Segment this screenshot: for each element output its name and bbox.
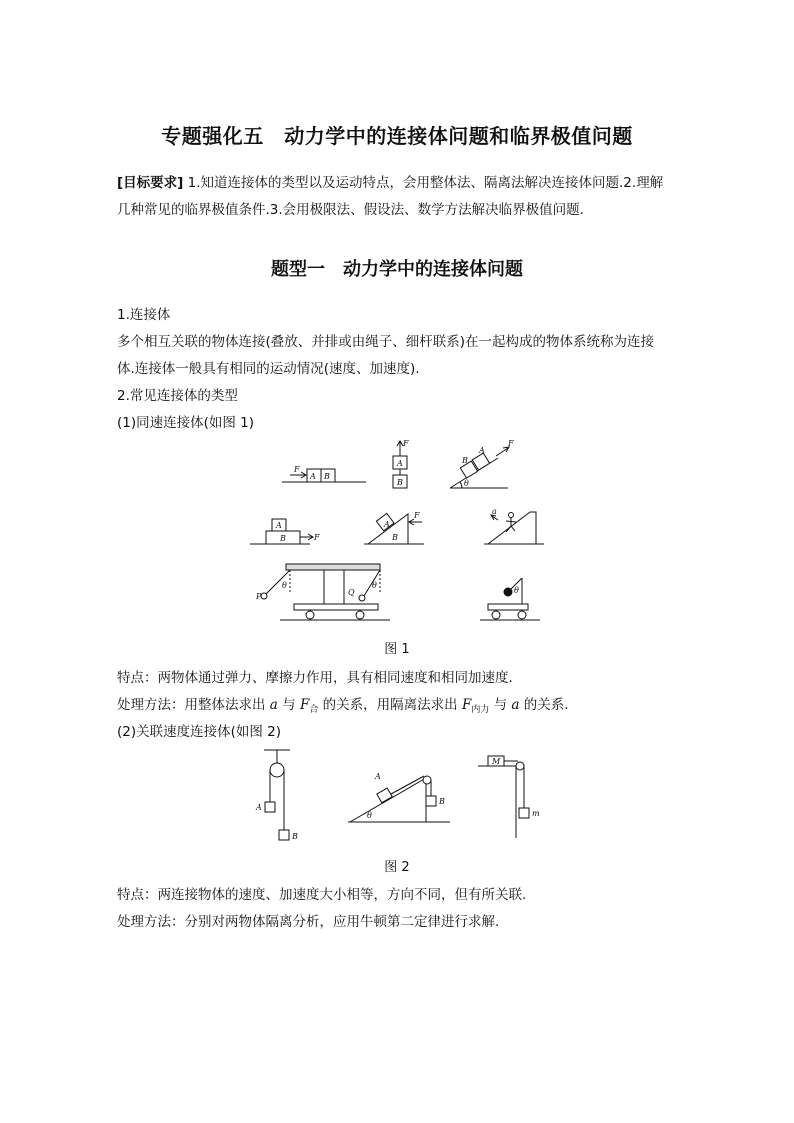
fig1-label-F1: F [294, 465, 300, 474]
item1-text-1: 多个相互关联的物体连接(叠放、并排或由绳子、细杆联系)在一起构成的物体系统称为连接 [117, 334, 655, 350]
method1-part-b: 与 [282, 697, 296, 713]
fig1-caption: 图 1 [384, 642, 410, 657]
page-title: 专题强化五 动力学中的连接体问题和临界极值问题 [161, 124, 633, 148]
fig1-label-a6: a [492, 507, 497, 516]
fig1-label-B2: B [397, 478, 403, 487]
fig1-label-F2: F [403, 439, 409, 448]
fig1-label-Q: Q [348, 588, 355, 597]
fig1-label-P: P [256, 592, 262, 601]
fig2-label-A2: A [375, 772, 381, 781]
fig2-panel-incline-pulley [348, 776, 450, 822]
item2-sub2: (2)关联速度连接体(如图 2) [117, 724, 282, 740]
sym-F-1: F [299, 697, 310, 713]
fig2-label-B2: B [439, 797, 445, 806]
fig2-panel-pulley [264, 750, 290, 840]
objective-label: [目标要求] [117, 175, 184, 191]
fig2-label-M: M [492, 757, 501, 766]
fig1-label-F5: F [414, 511, 420, 520]
fig2-label-m: m [532, 809, 540, 818]
figure-2 [250, 746, 550, 850]
feature-1: 特点：两物体通过弹力、摩擦力作用，具有相同速度和相同加速度. [117, 670, 513, 686]
fig2-label-theta: θ [367, 811, 372, 820]
sym-a-2: a [511, 697, 520, 713]
fig1-label-B4: B [280, 534, 286, 543]
fig1-label-theta7b: θ [372, 581, 377, 590]
fig2-panel-table [478, 756, 529, 838]
fig1-label-theta7a: θ [282, 581, 287, 590]
fig1-label-A4: A [276, 521, 282, 530]
fig1-label-B5: B [392, 533, 398, 542]
fig1-label-A1: A [310, 472, 316, 481]
section-title: 题型一 动力学中的连接体问题 [271, 259, 523, 280]
fig1-label-A5: A [384, 520, 390, 529]
objective-text-1: 1.知道连接体的类型以及运动特点，会用整体法、隔离法解决连接体问题.2.理解 [187, 175, 664, 191]
item1-heading: 1.连接体 [117, 307, 171, 323]
feature-2: 特点：两连接物体的速度、加速度大小相等，方向不同，但有所关联. [117, 887, 527, 903]
fig1-label-theta3: θ [464, 479, 469, 488]
fig1-panel-cart-rod [480, 578, 540, 620]
fig1-panel-person-incline [484, 512, 544, 544]
method-1 [117, 693, 569, 713]
objective-text-2: 几种常见的临界极值条件.3.会用极限法、假设法、数学方法解决临界极值问题. [117, 202, 584, 218]
fig2-caption: 图 2 [384, 860, 410, 875]
objective-paragraph [117, 170, 679, 224]
fig1-label-theta8: θ [514, 586, 519, 595]
fig2-label-B1: B [292, 832, 298, 841]
method1-part-c: 的关系，用隔离法求出 [322, 697, 458, 713]
item2-heading: 2.常见连接体的类型 [117, 388, 238, 404]
sym-F-2: F [461, 697, 472, 713]
fig1-label-F3: F [508, 439, 514, 448]
item1-text-2: 体.连接体一般具有相同的运动情况(速度、加速度). [117, 361, 420, 377]
figure-1 [240, 436, 560, 626]
sym-a-1: a [269, 697, 278, 713]
sub-nei: 内力 [471, 705, 490, 715]
sub-he: 合 [309, 705, 319, 715]
method1-part-e: 的关系. [523, 697, 569, 713]
fig1-label-B3: B [462, 456, 468, 465]
fig1-label-A2: A [397, 459, 403, 468]
fig1-panel-cart-pendulums [261, 564, 390, 620]
fig1-label-F4: F [314, 533, 320, 542]
method1-part-d: 与 [493, 697, 508, 713]
method1-part-a: 处理方法：用整体法求出 [117, 697, 266, 713]
method-2: 处理方法：分别对两物体隔离分析，应用牛顿第二定律进行求解. [117, 914, 500, 930]
fig1-label-A3: A [479, 446, 485, 455]
item2-sub1: (1)同速连接体(如图 1) [117, 415, 255, 431]
fig2-label-A1: A [256, 803, 262, 812]
fig1-label-B1: B [324, 472, 330, 481]
